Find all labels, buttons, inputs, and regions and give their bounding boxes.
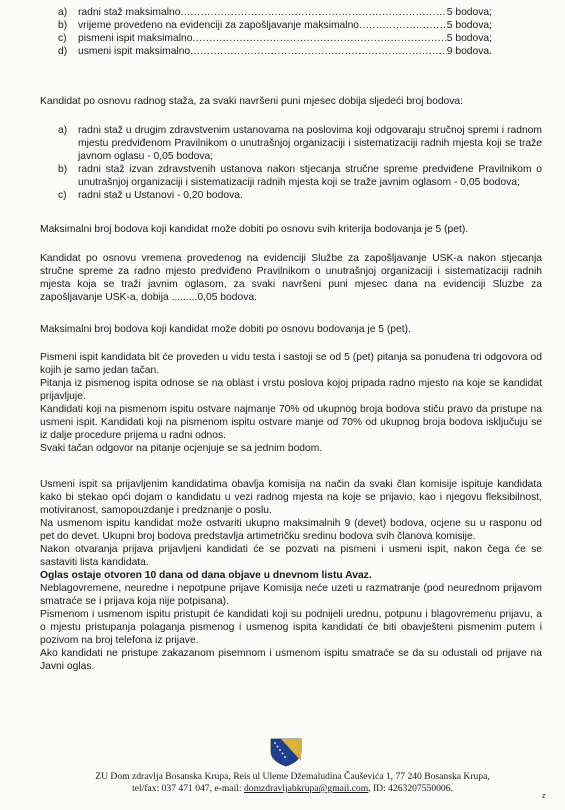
pismeni-paragraph: Pismeni ispit kandidata bit će proveden u vidu testa i sastoji se od 5 (pet) pitanja sa ponuđena tri odgovora od kojih je samo jedan tačan. (40, 352, 542, 376)
criteria-points: 5 bodova; (446, 20, 492, 31)
criteria-list (58, 6, 492, 58)
criteria-points: 9 bodova. (446, 46, 492, 57)
list-marker: b) (58, 164, 68, 175)
usmeni-paragraph: Usmeni ispit sa prijavljenim kandidatima obavlja komisija na način da svaki član komisije ispituje kandidata kako bi stekao opći dojam o kandidatu u vezi radnog mjesta na koje se prijavio, kao i njegovu fleksibilnost, motiviranost, samopouzdanje i predznanje o poslu. (40, 479, 542, 516)
staz-item (58, 124, 542, 163)
staz-intro: Kandidat po osnovu radnog staža, za svaki navršeni puni mjesec dobija sljedeći broj bodova: (40, 96, 464, 107)
staz-list (58, 124, 542, 202)
staz-item-text: radni staž u Ustanovi - 0,20 bodova. (78, 190, 243, 201)
criteria-label: usmeni ispit maksimalno (78, 46, 191, 57)
criteria-item (58, 32, 492, 45)
criteria-points: 5 bodova; (446, 33, 492, 44)
list-marker: a) (58, 7, 68, 18)
usmeni-section (40, 478, 542, 673)
pismeni-section (40, 351, 542, 455)
pismeni-paragraph: Pitanja iz pismenog ispita odnose se na oblast i vrstu poslova kojoj pripada radno mjesto na koje se kandidat prijavljuje. (40, 378, 542, 402)
list-marker: c) (58, 190, 67, 201)
staz-item (58, 163, 542, 189)
coat-of-arms-icon (265, 737, 307, 767)
zavrsni-paragraph: Ako kandidati ne pristupe zakazanom pisemnom i usmenom ispitu smatraće se da su odustali od prijave na Javni oglas. (40, 648, 542, 672)
footer-id: , ID: 4263207550006. (368, 783, 453, 794)
list-marker: a) (58, 125, 68, 136)
zavrsni-paragraph: Pismenom i usmenom ispitu pristupit će kandidati koji su podnijeli urednu, potpunu i blagovremenu prijavu, a o mjestu pristupanja polaganja pismenog i usmenog ispita kandidati će biti obavješteni pismenim putem i pozivom na broj telefona iz prijave. (40, 609, 542, 646)
dot-leader (180, 6, 446, 19)
pismeni-paragraph: Svaki tačan odgovor na pitanje ocjenjuje se sa jednim bodom. (40, 443, 323, 454)
zavrsni-paragraph: Neblagovremene, neuredne i nepotpune prijave Komisija neće uzeti u razmatranje (pod neurednom prijavom smatraće se i prijava koja nije potpisana). (40, 583, 542, 607)
criteria-points: 5 bodova; (446, 7, 492, 18)
footer-address: ZU Dom zdravlja Bosanska Krupa, Reis ul Uleme Džemaludina Čauševića 1, 77 240 Bosanska Krupa, (95, 771, 490, 782)
list-marker: c) (58, 33, 67, 44)
staz-item-text: radni staž u drugim zdravstvenim ustanovama na poslovima koji odgovaraju stručnoj spremi i radnom mjestu predviđenom Pravilnikom o unutrašnjoj organizaciji i sistematizaciji radnih mjesta koji se traže javnom oglasu - 0,05 bodova; (78, 125, 542, 162)
footer-phone: tel/fax: 037 471 047, e-mail: (132, 783, 244, 794)
footer (40, 771, 545, 795)
dot-leader (359, 19, 447, 32)
list-marker: d) (58, 46, 68, 57)
criteria-label: pismeni ispit maksimalno (78, 33, 193, 44)
footer-contact (40, 783, 545, 795)
usmeni-paragraph: Na usmenom ispitu kandidat može ostvariti ukupno maksimalnih 9 (devet) bodova, ocjene su u rasponu od pet do devet. Ukupni broj bodova predstavlja artimetričku sredinu bodova svih članova komisije. (40, 518, 542, 542)
criteria-item (58, 6, 492, 19)
oglas-notice: Oglas ostaje otvoren 10 dana od dana objave u dnevnom listu Avaz. (40, 570, 372, 581)
staz-item (58, 189, 542, 202)
dot-leader (190, 45, 447, 58)
email-link[interactable]: domzdravljabkrupa@gmail.com (243, 783, 369, 794)
page-mark: z (542, 793, 546, 800)
criteria-item (58, 19, 492, 32)
criteria-label: radni staž maksimalno (78, 7, 181, 18)
max-all-paragraph: Maksimalni broj bodova koji kandidat može dobiti po osnovu svih kriterija bodovanja je 5 (pet). (40, 224, 469, 235)
usmeni-paragraph: Nakon otvaranja prijava prijavljeni kandidati će se pozvati na pismeni i usmeni ispit, nakon čega će se sastaviti lista kandidata. (40, 544, 542, 568)
staz-item-text: radni staž izvan zdravstvenih ustanova nakon stjecanja stručne spreme predviđene Pravilnikom o unutrašnjoj organizaciji i sistematizaciji radnih mjesta koji se traže javnim oglasom - 0,05 bodova; (78, 164, 542, 188)
list-marker: b) (58, 20, 68, 31)
pismeni-paragraph: Kandidati koji na pismenom ispitu ostvare najmanje 70% od ukupnog broja bodova stiču pravo da pristupe na usmeni ispit. Kandidati koji na pismenom ispitu ostvare manje od 70% od ukupnog broja bodova isključuju se iz dalje procedure prijema u radni odnos. (40, 404, 542, 441)
criteria-item (58, 45, 492, 58)
max-bodovanje-paragraph: Maksimalni broj bodova koji kandidat može dobiti po osnovu bodovanja je 5 (pet). (40, 324, 411, 335)
evidencija-paragraph: Kandidat po osnovu vremena provedenog na evidenciji Službe za zapošljavanje USK-a nakon stjecanja stručne spreme za radno mjesto predviđeno Pravilnikom o unutrašnjoj organizaciji i sistematizaciji radnih mjesta koja se traži javnim oglasom, za svaki navršeni puni mjesec dana na evidenciji Sluzbe za zapošljavanje USK-a, dobija .........0,05 bodova. (40, 253, 542, 303)
criteria-label: vrijeme provedeno na evidenciji za zapošljavanje maksimalno (78, 20, 360, 31)
dot-leader (192, 32, 446, 45)
